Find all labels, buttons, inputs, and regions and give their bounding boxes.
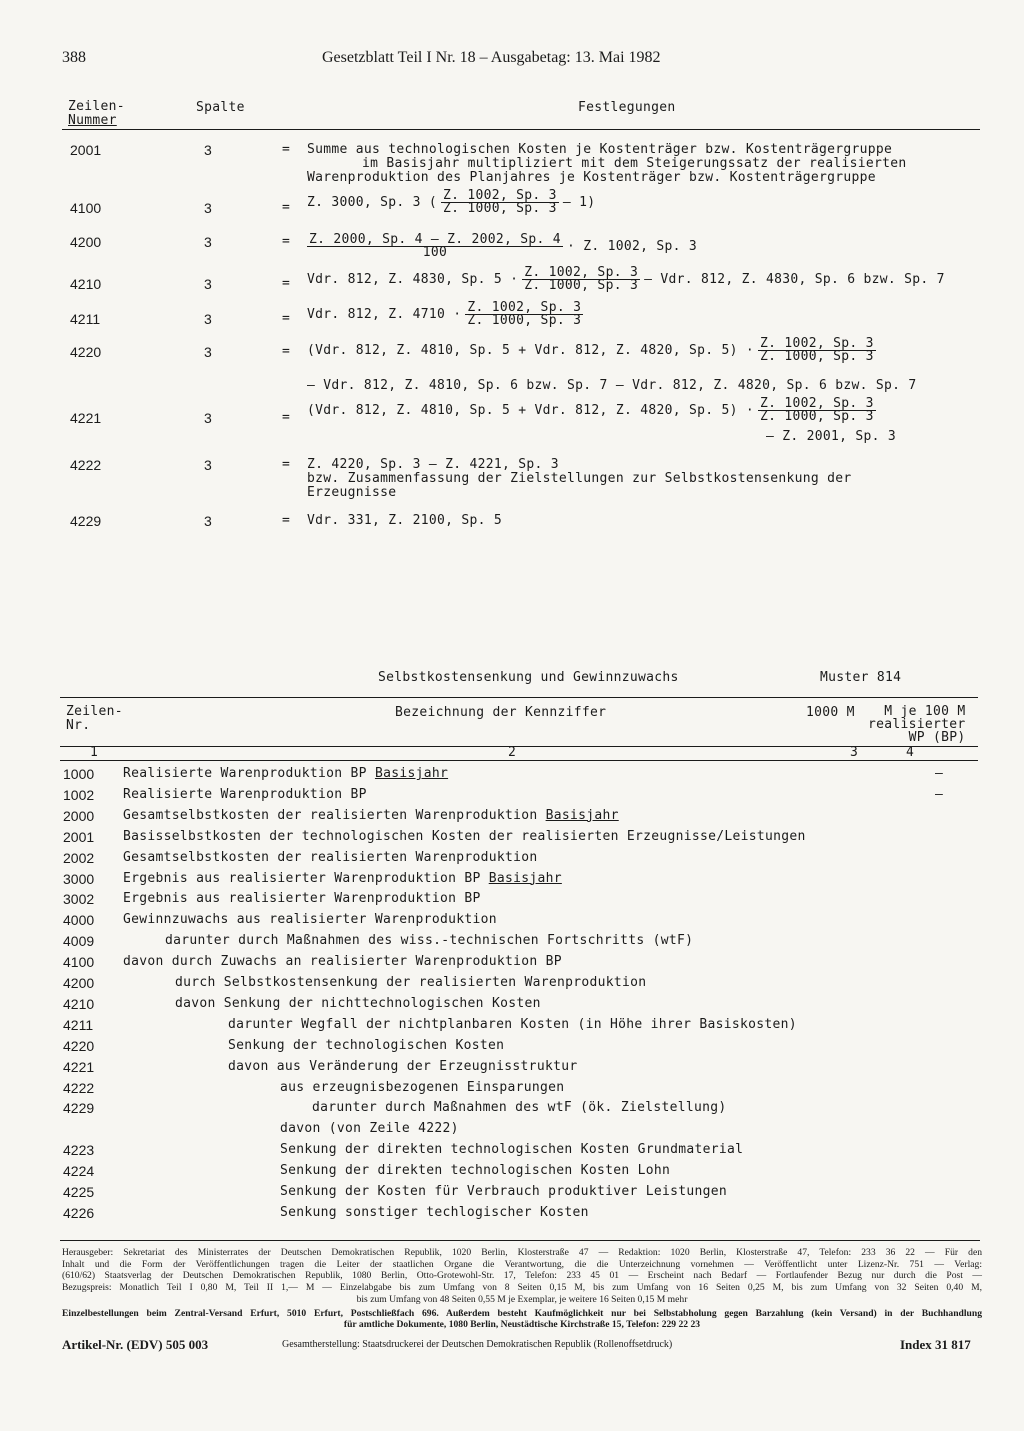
table-row <box>60 933 980 954</box>
row-label-emphasis: Basisjahr <box>545 807 619 823</box>
t2-colnum-rule <box>60 760 978 761</box>
row-number: 4224 <box>63 1163 95 1180</box>
table-row <box>60 829 980 850</box>
t1-row-spalte: 3 <box>204 513 212 529</box>
row-label-text: Gewinnzuwachs aus realisierter Warenproduktion <box>123 912 497 928</box>
t2-col-1000m: 1000 M <box>806 705 855 720</box>
t1-col-zeilen: Zeilen- Nummer <box>68 99 125 128</box>
t1-row-def-line: im Basisjahr multipliziert mit dem Steigerungssatz der realisierten <box>362 156 907 171</box>
row-label-text: Realisierte Warenproduktion BP <box>123 786 367 802</box>
row-label-text: durch Selbstkostensenkung der realisierten Warenproduktion <box>175 975 647 990</box>
t1-row-eq: = <box>282 311 291 326</box>
row-col4-value: – <box>935 786 943 802</box>
t1-row-nr: 4229 <box>70 513 102 529</box>
t1-row-spalte: 3 <box>204 234 212 250</box>
t1-row-nr: 2001 <box>70 142 102 158</box>
t2-colnum-2: 2 <box>508 745 517 760</box>
t2-top-rule <box>60 697 978 698</box>
footer-line: (610/62) Staatsverlag der Deutschen Demokratischen Republik, 1080 Berlin, Otto-Grotewohl-Str. 17, Telefon: 233 45 01 — Erscheint nach Bedarf — Fortlaufender Bezug nur durch die Post — <box>62 1270 982 1282</box>
row-number: 4225 <box>63 1184 95 1200</box>
t1-row-nr: 4210 <box>70 276 102 292</box>
row-label-text: davon durch Zuwachs an realisierter Warenproduktion BP <box>123 954 562 970</box>
footer-rule <box>60 1240 980 1241</box>
row-label <box>312 1100 726 1115</box>
t1-row-spalte: 3 <box>204 410 212 426</box>
row-label-text: davon (von Zeile 4222) <box>280 1121 459 1137</box>
footer-imprint <box>62 1247 982 1331</box>
t1-row-formula: Vdr. 812, Z. 4710 · $\frac{Z. 1002, Sp. 3}{Z. 1000, Sp. 3}$ <box>307 300 582 328</box>
row-label <box>228 1017 797 1032</box>
t1-row-formula: (Vdr. 812, Z. 4810, Sp. 5 + Vdr. 812, Z. 4820, Sp. 5) · $\frac{Z. 1002, Sp. 3}{Z. 1000, Sp. 3}$ <box>307 396 874 424</box>
row-label-emphasis: Basisjahr <box>374 766 449 781</box>
row-label-text: Senkung der technologischen Kosten <box>228 1037 505 1053</box>
t1-row-eq: = <box>282 410 291 425</box>
row-label-text: Ergebnis aus realisierter Warenproduktion BP <box>123 870 489 886</box>
t1-row-nr: 4211 <box>70 311 101 327</box>
t1-row-def-line: Summe aus technologischen Kosten je Kostenträger bzw. Kostenträgergruppe <box>307 142 893 157</box>
t1-row-def-line: Erzeugnisse <box>307 485 397 500</box>
row-label <box>123 850 537 865</box>
t1-row-spalte: 3 <box>204 311 212 327</box>
row-number: 4220 <box>63 1037 95 1054</box>
row-label <box>280 1205 589 1220</box>
row-number: 1000 <box>63 766 95 782</box>
t1-row-eq: = <box>282 513 291 528</box>
table-row <box>60 1205 980 1226</box>
row-label <box>280 1142 743 1157</box>
row-label-text: darunter Wegfall der nichtplanbaren Kosten (in Höhe ihrer Basiskosten) <box>228 1016 797 1032</box>
table-row <box>60 808 980 829</box>
row-label-text: Ergebnis aus realisierter Warenproduktion BP <box>123 891 481 907</box>
row-number: 4226 <box>63 1204 95 1221</box>
table-row <box>60 1142 980 1163</box>
row-number: 4000 <box>63 912 95 929</box>
table-row <box>60 850 980 871</box>
table-row <box>60 766 980 787</box>
t2-title: Selbstkostensenkung und Gewinnzuwachs <box>378 670 679 685</box>
footer-artikel: Artikel-Nr. (EDV) 505 003 <box>62 1337 209 1352</box>
t1-row-spalte: 3 <box>204 142 212 158</box>
table-row <box>60 912 980 933</box>
t1-col-festlegungen: Festlegungen <box>578 100 676 115</box>
row-number: 4200 <box>63 975 95 991</box>
row-label-text: darunter durch Maßnahmen des wiss.-technischen Fortschritts (wtF) <box>165 933 694 949</box>
row-label <box>228 1038 504 1053</box>
t1-row-continuation: – Vdr. 812, Z. 4810, Sp. 6 bzw. Sp. 7 – Vdr. 812, Z. 4820, Sp. 6 bzw. Sp. 7 <box>307 378 917 393</box>
table-row <box>60 975 980 996</box>
t1-row-nr: 4222 <box>70 457 102 473</box>
table-row <box>60 954 980 975</box>
row-label-text: Gesamtselbstkosten der realisierten Warenproduktion <box>123 849 538 865</box>
t1-header-rule <box>62 129 980 130</box>
table-row <box>60 1121 980 1142</box>
page-number: 388 <box>62 49 86 66</box>
t2-colnum-1: 1 <box>90 745 99 760</box>
t1-row-formula: Vdr. 812, Z. 4830, Sp. 5 · $\frac{Z. 1002, Sp. 3}{Z. 1000, Sp. 3}$ – Vdr. 812, Z. 4830, Sp. 6 bzw. Sp. 7 <box>307 265 945 293</box>
row-label-text: Senkung der direkten technologischen Kosten Grundmaterial <box>280 1142 744 1158</box>
row-number: 4221 <box>63 1058 95 1075</box>
row-label <box>280 1184 727 1199</box>
t1-row-formula: (Vdr. 812, Z. 4810, Sp. 5 + Vdr. 812, Z. 4820, Sp. 5) · $\frac{Z. 1002, Sp. 3}{Z. 1000, Sp. 3}$ <box>307 336 874 364</box>
table-row <box>60 1038 980 1059</box>
t2-colnum-4: 4 <box>906 745 915 760</box>
t1-row-nr: 4200 <box>70 234 102 250</box>
t1-row-continuation: – Z. 2001, Sp. 3 <box>766 429 897 444</box>
row-label <box>123 912 497 927</box>
row-label <box>280 1080 564 1095</box>
t1-row-spalte: 3 <box>204 276 212 292</box>
t1-row-def-line: Warenproduktion des Planjahres je Kostenträger bzw. Kostenträgergruppe <box>307 170 876 185</box>
t1-row-eq: = <box>282 457 291 472</box>
row-label <box>280 1121 459 1136</box>
row-label-emphasis: Basisjahr <box>488 870 562 886</box>
t1-row-formula: $\frac{Z. 2000, Sp. 4 - Z. 2002, Sp. 4}{100}$ · Z. 1002, Sp. 3 <box>309 232 697 260</box>
row-label-text: Realisierte Warenproduktion BP <box>123 766 375 781</box>
row-number: 4229 <box>63 1100 95 1117</box>
t2-col-bezeichnung: Bezeichnung der Kennziffer <box>395 705 607 720</box>
t2-col-je-100m: M je 100 M realisierter WP (BP) <box>868 704 966 745</box>
row-number: 4222 <box>63 1079 95 1096</box>
row-label <box>175 996 541 1011</box>
table-row <box>60 1017 980 1038</box>
t1-row-nr: 4221 <box>70 410 102 426</box>
t1-row-spalte: 3 <box>204 344 212 360</box>
t1-row-nr: 4220 <box>70 344 102 360</box>
row-number: 3000 <box>63 870 95 887</box>
row-number: 4009 <box>63 933 95 950</box>
row-label-text: aus erzeugnisbezogenen Einsparungen <box>280 1079 565 1095</box>
row-label-text: davon Senkung der nichttechnologischen Kosten <box>175 995 541 1011</box>
row-number: 4211 <box>63 1016 94 1033</box>
row-number: 1002 <box>63 786 95 803</box>
table-row <box>60 1100 980 1121</box>
row-label <box>123 891 481 906</box>
t1-row-spalte: 3 <box>204 200 212 216</box>
table-row <box>60 1163 980 1184</box>
t1-row-eq: = <box>282 200 291 215</box>
row-label-text: darunter durch Maßnahmen des wtF (ök. Zielstellung) <box>312 1100 727 1116</box>
row-number: 4210 <box>63 995 95 1012</box>
row-number: 2001 <box>63 828 95 845</box>
table-row <box>60 1184 980 1205</box>
t1-row-nr: 4100 <box>70 200 102 216</box>
t2-muster: Muster 814 <box>820 670 902 685</box>
table-row <box>60 996 980 1017</box>
t1-row-def-line: Vdr. 331, Z. 2100, Sp. 5 <box>307 513 503 528</box>
row-label <box>175 975 646 990</box>
row-label-text: Senkung der direkten technologischen Kosten Lohn <box>280 1163 671 1179</box>
table-row <box>60 1059 980 1080</box>
t2-colnum-3: 3 <box>850 745 859 760</box>
footer-line: für amtliche Dokumente, 1080 Berlin, Neustädtische Kirchstraße 15, Telefon: 229 22 23 <box>343 1319 701 1331</box>
row-number: 3002 <box>63 891 95 908</box>
row-number: 2000 <box>63 807 95 824</box>
table-row <box>60 1080 980 1101</box>
row-label-text: Senkung der Kosten für Verbrauch produktiver Leistungen <box>280 1184 727 1199</box>
footer-line: Herausgeber: Sekretariat des Ministerrates der Deutschen Demokratischen Republik, 1020 Berlin, Klosterstraße 47 — Redaktion: 1020 Berlin, Klosterstraße 47, Telefon: 233 36 22 — Für den <box>62 1247 982 1258</box>
row-number: 4100 <box>63 954 95 971</box>
t1-row-eq: = <box>282 276 291 291</box>
page-header-title: Gesetzblatt Teil I Nr. 18 – Ausgabetag: 13. Mai 1982 <box>322 49 661 66</box>
row-label-text: davon aus Veränderung der Erzeugnisstruktur <box>228 1058 578 1074</box>
t1-row-formula: Z. 3000, Sp. 3 ( $\frac{Z. 1002, Sp. 3}{Z. 1000, Sp. 3}$ – 1) <box>307 188 596 216</box>
table-row <box>60 891 980 912</box>
t2-header-rule <box>60 746 978 747</box>
footer-gesamtherstellung: Gesamtherstellung: Staatsdruckerei der Deutschen Demokratischen Republik (Rollenoffsetdruck) <box>282 1339 673 1350</box>
row-label <box>123 787 367 802</box>
row-label <box>123 766 448 781</box>
t1-row-spalte: 3 <box>204 457 212 473</box>
footer-line: Bezugspreis: Monatlich Teil I 0,80 M, Teil II 1,— M — Einzelabgabe bis zum Umfang von 8 Seiten 0,15 M, bis zum Umfang von 16 Seiten 0,25 M, bis zum Umfang von 32 Seiten 0,40 M, <box>62 1282 982 1294</box>
t1-row-eq: = <box>282 234 291 249</box>
row-label-text: Basisselbstkosten der technologischen Kosten der realisierten Erzeugnisse/Leistungen <box>123 828 806 844</box>
row-number: 4223 <box>63 1142 95 1159</box>
table-row <box>60 787 980 808</box>
row-number: 2002 <box>63 849 95 866</box>
row-label <box>280 1163 670 1178</box>
row-label <box>123 954 562 969</box>
row-label <box>165 933 693 948</box>
footer-line: Inhalt und die Form der Veröffentlichungen tragen die Leiter der staatlichen Organe die Verantwortung, die die Unterzeichnung vornehmen — Veröffentlicht unter Lizenz-Nr. 751 — Verlag: <box>62 1258 982 1270</box>
t1-row-def-line: Z. 4220, Sp. 3 – Z. 4221, Sp. 3 <box>307 457 559 472</box>
footer-index: Index 31 817 <box>900 1337 971 1352</box>
t1-row-eq: = <box>282 142 291 157</box>
t1-row-eq: = <box>282 344 291 359</box>
t1-row-def-line: bzw. Zusammenfassung der Zielstellungen zur Selbstkostensenkung der <box>307 471 852 486</box>
row-label <box>123 871 562 886</box>
footer-line: bis zum Umfang von 48 Seiten 0,55 M je Exemplar, je weitere 16 Seiten 0,15 M mehr <box>356 1293 688 1305</box>
row-label <box>123 829 806 844</box>
t1-col-spalte: Spalte <box>196 100 245 115</box>
row-label-text: Gesamtselbstkosten der realisierten Warenproduktion <box>123 807 546 823</box>
row-label <box>228 1059 577 1074</box>
row-col4-value: – <box>935 766 943 781</box>
row-label-text: Senkung sonstiger techlogischer Kosten <box>280 1204 589 1220</box>
footer-line: Einzelbestellungen beim Zentral-Versand Erfurt, 5010 Erfurt, Postschließfach 696. Außerdem besteht Kaufmöglichkeit nur bei Selbstabholung gegen Barzahlung (kein Versand) in der Buchhandlung <box>62 1307 982 1319</box>
row-label <box>123 808 619 823</box>
t2-col-zeilen: Zeilen- Nr. <box>66 704 123 733</box>
table-row <box>60 871 980 892</box>
